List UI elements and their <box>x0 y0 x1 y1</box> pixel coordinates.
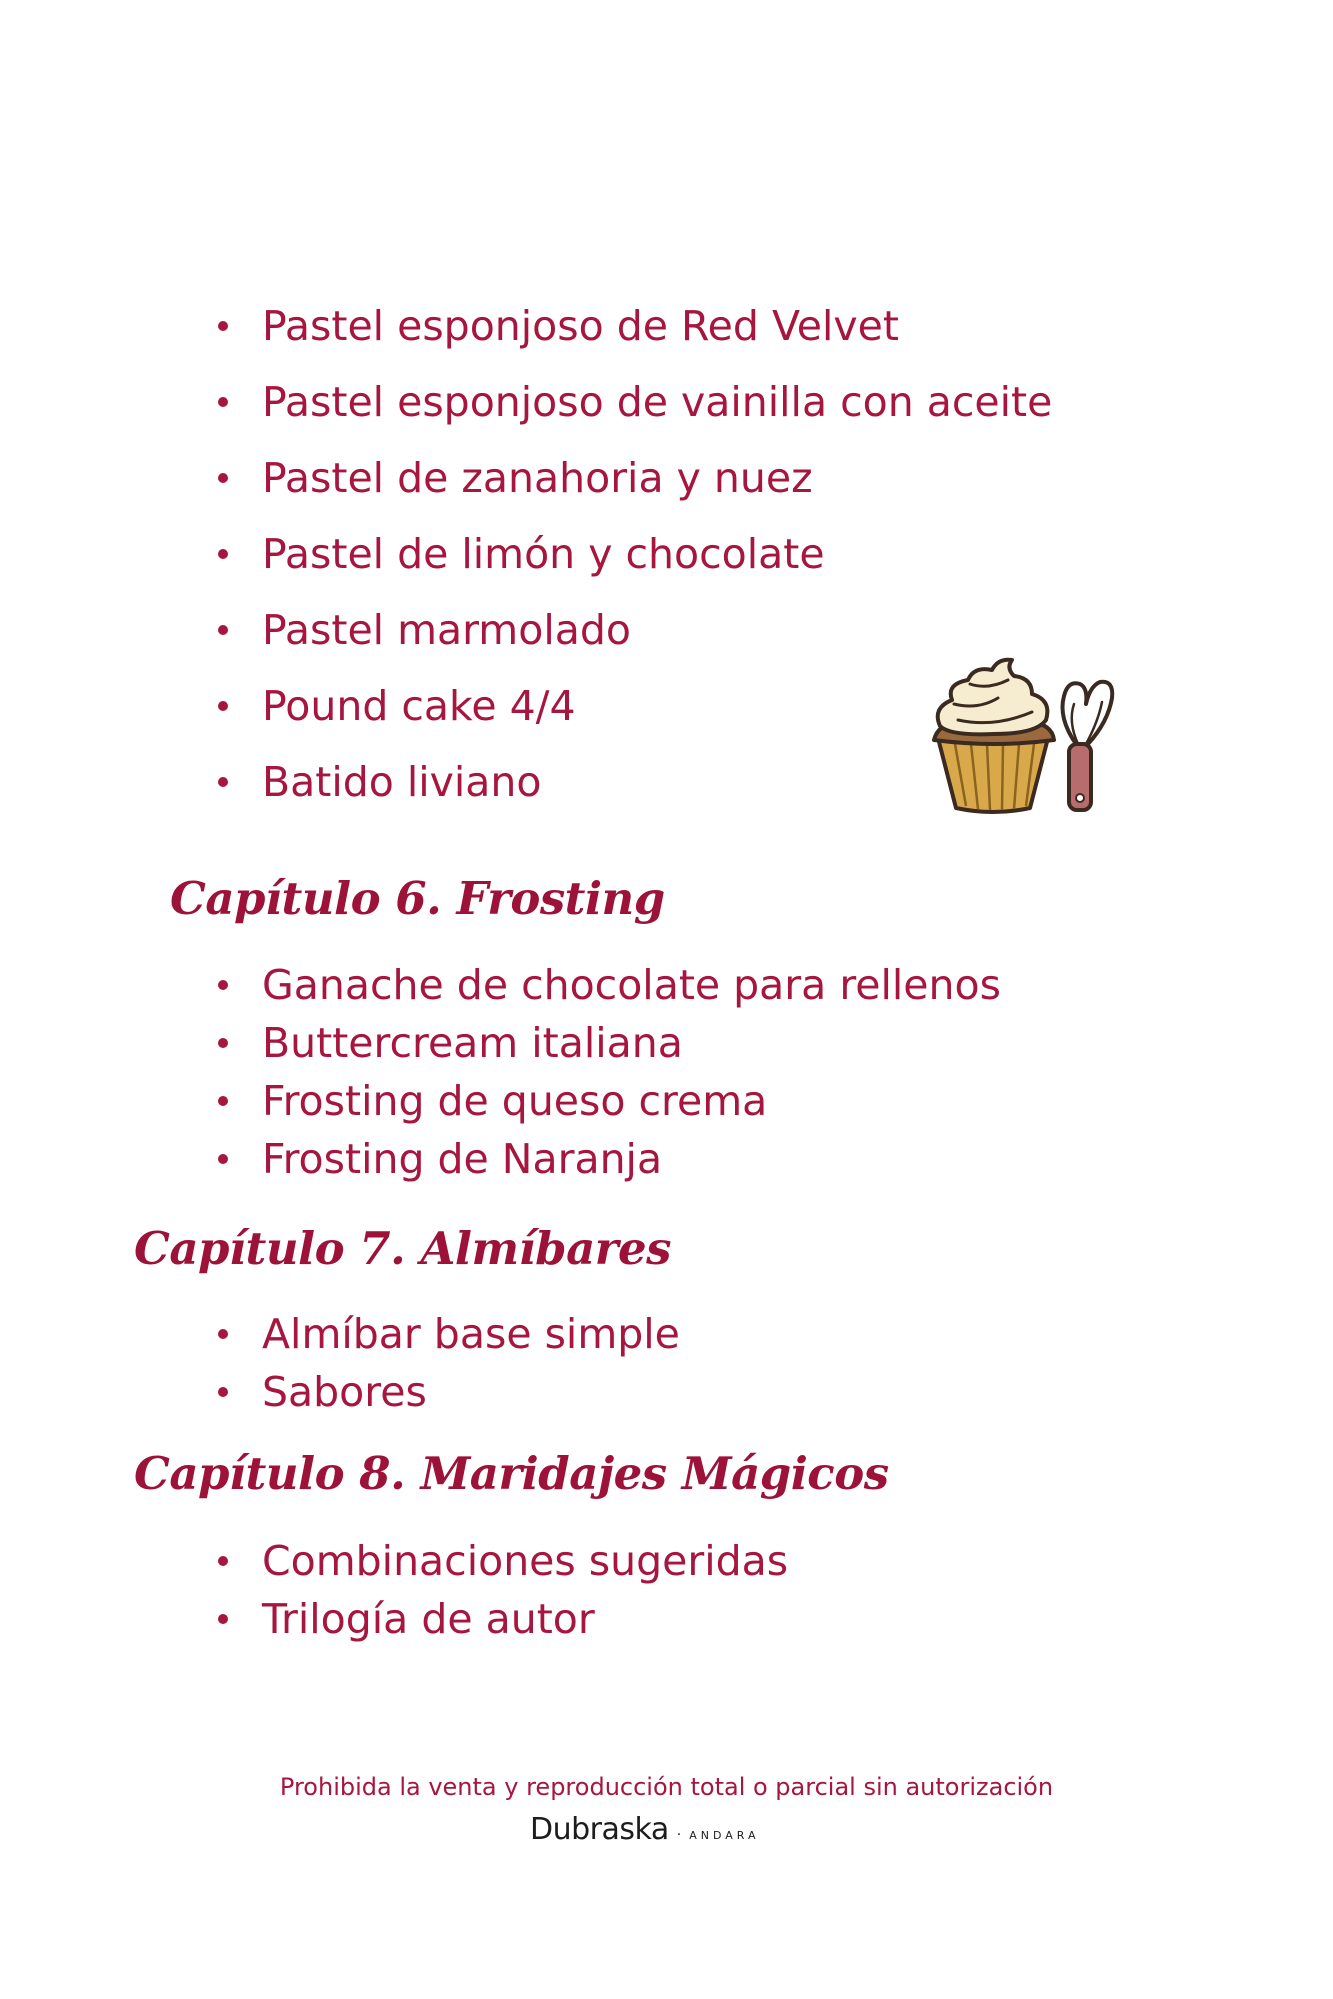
list-item: Ganache de chocolate para rellenos <box>212 956 1001 1014</box>
cakes-list <box>212 288 1052 820</box>
list-item: Pastel marmolado <box>212 592 1052 668</box>
list-item: Almíbar base simple <box>212 1305 680 1363</box>
list-item: Trilogía de autor <box>212 1590 788 1648</box>
copyright-notice: Prohibida la venta y reproducción total o parcial sin autorización <box>279 1773 1054 1801</box>
heart-whisk-icon <box>1063 682 1113 810</box>
chapter-6-heading: Capítulo 6. Frosting <box>170 872 665 925</box>
frosting-list <box>212 956 1001 1188</box>
list-item: Frosting de queso crema <box>212 1072 1001 1130</box>
chapter-8-heading: Capítulo 8. Maridajes Mágicos <box>134 1447 889 1500</box>
cupcake-icon <box>928 648 1128 828</box>
cupcake-illustration <box>928 648 1128 828</box>
list-item: Frosting de Naranja <box>212 1130 1001 1188</box>
brand-logo <box>530 1812 759 1847</box>
list-item: Buttercream italiana <box>212 1014 1001 1072</box>
maridajes-list <box>212 1532 788 1648</box>
list-item: Pastel esponjoso de Red Velvet <box>212 288 1052 364</box>
almibares-list <box>212 1305 680 1421</box>
list-item: Batido liviano <box>212 744 1052 820</box>
list-item: Sabores <box>212 1363 680 1421</box>
list-item: Pastel de zanahoria y nuez <box>212 440 1052 516</box>
brand-subname: ANDARA <box>689 1829 760 1842</box>
chapter-7-heading: Capítulo 7. Almíbares <box>134 1222 671 1275</box>
list-item: Pastel esponjoso de vainilla con aceite <box>212 364 1052 440</box>
list-item: Pastel de limón y chocolate <box>212 516 1052 592</box>
list-item: Pound cake 4/4 <box>212 668 1052 744</box>
list-item: Combinaciones sugeridas <box>212 1532 788 1590</box>
brand-name: Dubraska <box>530 1812 669 1847</box>
brand-separator: · <box>676 1827 682 1843</box>
